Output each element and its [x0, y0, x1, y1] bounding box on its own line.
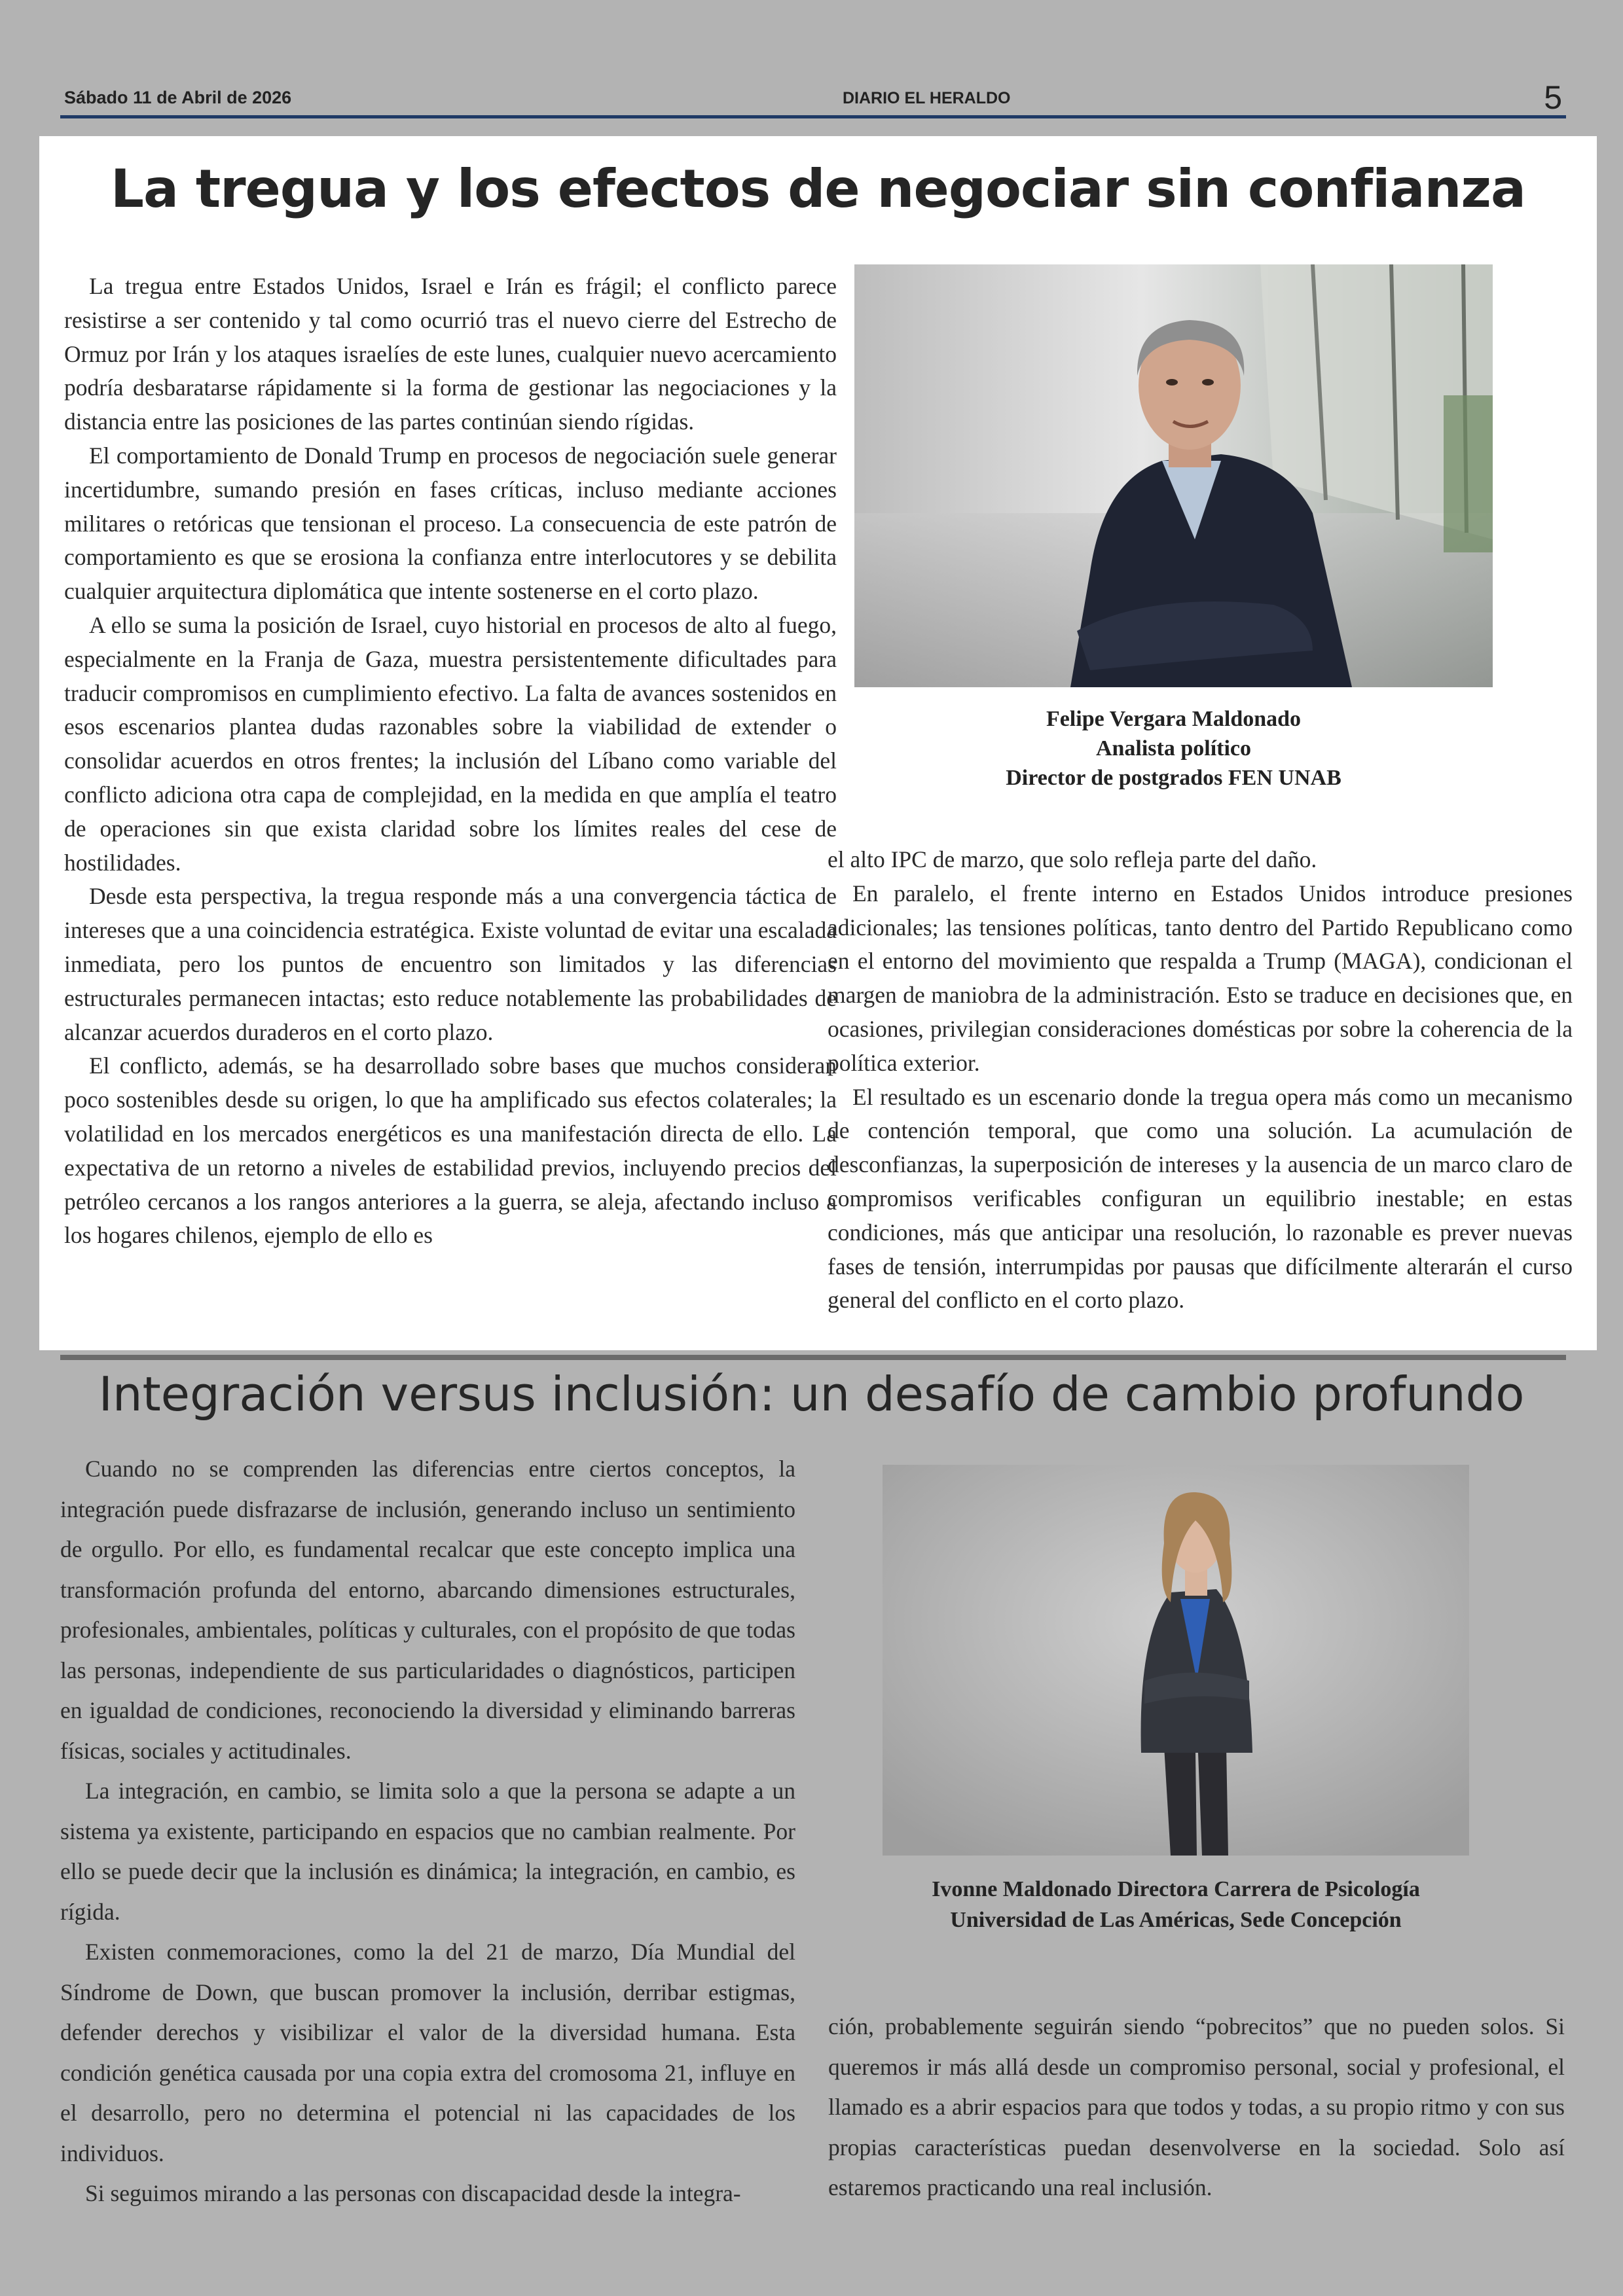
article-column-right: [828, 843, 1573, 1318]
issue-date: Sábado 11 de Abril de 2026: [64, 88, 292, 107]
author-caption-ivonne: Ivonne Maldonado Directora Carrera de Psicología Universidad de Las Américas, Sede Concepción: [932, 1877, 1420, 1932]
paragraph: El comportamiento de Donald Trump en procesos de negociación suele generar incertidumbre, sumando presión en fases críticas, incluso mediante acciones militares o retóricas que tensionan el proceso. La consecuencia de este patrón de comportamiento es que se erosiona la confianza entre interlocutores y se debilita cualquier arquitectura diplomática que intente sostenerse en el corto plazo.: [64, 442, 837, 605]
author-photo-felipe: [854, 264, 1493, 687]
page-number: 5: [1544, 79, 1562, 116]
paragraph: El resultado es un escenario donde la tregua opera más como un mecanismo de contención temporal, que como una solución. La acumulación de desconfianzas, la superposición de intereses y la ausencia de un marco claro de compromisos verificables configuran un equilibrio inestable; en estas condiciones, más que anticipar una resolución, lo razonable es prever nuevas fases de tensión, interrumpidas por pausas que difícilmente alterarán el curso general del conflicto en el corto plazo.: [828, 1083, 1573, 1314]
paragraph: Desde esta perspectiva, la tregua responde más a una convergencia táctica de intereses que a una coincidencia estratégica. Existe voluntad de evitar una escalada inmediata, pero los puntos de encuentro son limitados y las diferencias estructurales permanecen intactas; esto reduce notablemente las probabilidades de alcanzar acuerdos duraderos en el corto plazo.: [64, 883, 837, 1045]
author-photo-ivonne: [883, 1465, 1469, 1856]
paragraph: el alto IPC de marzo, que solo refleja parte del daño.: [828, 846, 1317, 872]
paragraph: La integración, en cambio, se limita solo a que la persona se adapte a un sistema ya existente, participando en espacios que no cambian realmente. Por ello se puede decir que la inclusión es dinámica; la integración, en cambio, es rígida.: [60, 1778, 795, 1925]
newspaper-name: DIARIO EL HERALDO: [843, 89, 1011, 107]
paragraph: En paralelo, el frente interno en Estados Unidos introduce presiones adicionales; las tensiones políticas, tanto dentro del Partido Republicano como en el entorno del movimiento que respalda a Trump (MAGA), condicionan el margen de maniobra de la administración. Esto se traduce en decisiones que, en ocasiones, privilegian consideraciones domésticas por sobre la coherencia de la política exterior.: [828, 880, 1573, 1076]
article-column-right: [828, 2007, 1565, 2208]
author-name: Felipe Vergara Maldonado: [1046, 707, 1302, 731]
article-column-left: [64, 270, 837, 1253]
author-caption-felipe: [854, 704, 1493, 793]
paragraph: ción, probablemente seguirán siendo “pobrecitos” que no pueden solos. Si queremos ir más allá desde un compromiso personal, social y profesional, el llamado es a abrir espacios para que todos y todas, a su propio ritmo y con sus propias características puedan desenvolverse en la sociedad. Solo así estaremos practicando una real inclusión.: [828, 2013, 1565, 2200]
article-column-left: [60, 1449, 795, 2214]
paragraph: Si seguimos mirando a las personas con discapacidad desde la integra-: [85, 2180, 741, 2206]
article-separator: [60, 1355, 1566, 1360]
article-title: La tregua y los efectos de negociar sin confianza: [111, 158, 1525, 219]
paragraph: La tregua entre Estados Unidos, Israel e Irán es frágil; el conflicto parece resistirse a ser contenido y tal como ocurrió tras el nuevo cierre del Estrecho de Ormuz por Irán y los ataques israelíes de este lunes, cualquier nuevo acercamiento podría desbaratarse rápidamente si la forma de gestionar las negociaciones y la distancia entre las posiciones de las partes continúan siendo rígidas.: [64, 273, 837, 435]
author-position: Director de postgrados FEN UNAB: [1006, 766, 1341, 790]
paragraph: Cuando no se comprenden las diferencias entre ciertos conceptos, la integración puede disfrazarse de inclusión, generando incluso un sentimiento de orgullo. Por ello, es fundamental recalcar que este concepto implica una transformación profunda del entorno, abarcando dimensiones estructurales, profesionales, ambientales, políticas y culturales, con el propósito de que todas las personas, independiente de sus particularidades o diagnósticos, participen en igualdad de condiciones, reconociendo la diversidad y eliminando barreras físicas, sociales y actitudinales.: [60, 1456, 795, 1764]
paragraph: El conflicto, además, se ha desarrollado sobre bases que muchos consideran poco sostenibles desde su origen, lo que ha amplificado sus efectos colaterales; la volatilidad en los mercados energéticos es una manifestación directa de ello. La expectativa de un retorno a niveles de estabilidad previos, incluyendo precios del petróleo cercanos a los rangos anteriores a la guerra, se aleja, afectando incluso a los hogares chilenos, ejemplo de ello es: [64, 1052, 837, 1249]
article-tregua: [39, 136, 1597, 1350]
page-header: [60, 79, 1566, 118]
author-role: Analista político: [1095, 736, 1252, 761]
paragraph: A ello se suma la posición de Israel, cuyo historial en procesos de alto al fuego, especialmente en la Franja de Gaza, muestra persistentemente dificultades para traducir compromisos en cumplimiento efectivo. La falta de avances sostenidos en esos escenarios plantea dudas razonables sobre la viabilidad de extender o consolidar acuerdos en otros frentes; la inclusión del Líbano como variable del conflicto adiciona otra capa de complejidad, en la medida en que amplía el teatro de operaciones sin que exista claridad sobre los límites reales del cese de hostilidades.: [64, 611, 837, 876]
article-title: Integración versus inclusión: un desafío de cambio profundo: [98, 1367, 1525, 1422]
paragraph: Existen conmemoraciones, como la del 21 de marzo, Día Mundial del Síndrome de Down, que buscan promover la inclusión, derribar estigmas, defender derechos y visibilizar el valor de la diversidad humana. Esta condición genética causada por una copia extra del cromosoma 21, influye en el desarrollo, pero no determina el potencial ni las capacidades de los individuos.: [60, 1939, 795, 2166]
